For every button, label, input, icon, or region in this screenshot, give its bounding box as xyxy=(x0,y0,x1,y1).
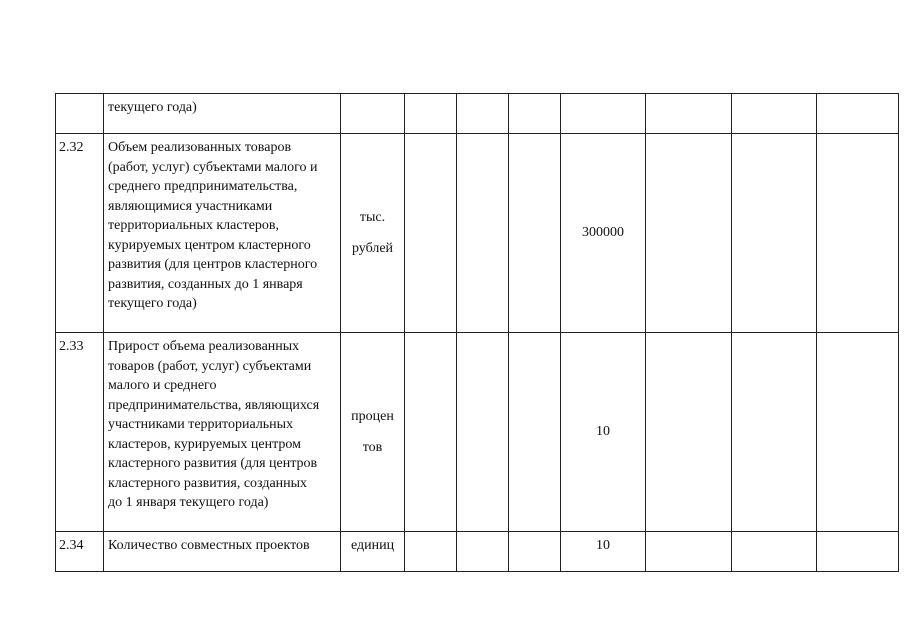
table-cell xyxy=(405,94,457,134)
table-cell xyxy=(646,134,732,333)
table-cell xyxy=(405,134,457,333)
row-number xyxy=(56,94,104,134)
table-cell: 10 xyxy=(561,532,646,572)
table-cell xyxy=(732,532,817,572)
table-row xyxy=(56,532,899,572)
table-row xyxy=(56,94,899,134)
row-number: 2.32 xyxy=(56,134,104,333)
table-cell xyxy=(457,134,509,333)
table-cell xyxy=(457,333,509,532)
table-cell xyxy=(509,134,561,333)
table-cell xyxy=(817,134,899,333)
table-cell: 10 xyxy=(561,333,646,532)
table-cell xyxy=(817,94,899,134)
row-description-text: Количество совместных проектов xyxy=(108,538,310,553)
row-description xyxy=(104,94,341,134)
row-unit: единиц xyxy=(341,532,405,572)
table-cell xyxy=(732,134,817,333)
table-cell xyxy=(509,94,561,134)
row-description xyxy=(104,134,341,333)
row-unit xyxy=(341,94,405,134)
table-cell xyxy=(457,94,509,134)
table-cell xyxy=(646,94,732,134)
row-unit: тыс. рублей xyxy=(341,134,405,333)
table-row xyxy=(56,134,899,333)
row-description-text: Объем реализованных товаров (работ, услуг) субъектами малого и среднего предпринимательства, являющимися участниками территориальных кластеров, курируемых центром кластерного развития (для центров кластерного развития, созданных до 1 января текущего года) xyxy=(108,140,318,311)
table-cell xyxy=(817,532,899,572)
table-cell xyxy=(405,333,457,532)
row-description xyxy=(104,333,341,532)
table-cell xyxy=(732,333,817,532)
table-cell xyxy=(509,532,561,572)
row-number: 2.33 xyxy=(56,333,104,532)
table-row xyxy=(56,333,899,532)
table-cell xyxy=(646,333,732,532)
row-description-text: текущего года) xyxy=(108,100,197,115)
table-cell xyxy=(646,532,732,572)
table-cell xyxy=(732,94,817,134)
table-cell: 300000 xyxy=(561,134,646,333)
row-number: 2.34 xyxy=(56,532,104,572)
row-description xyxy=(104,532,341,572)
row-unit: процен тов xyxy=(341,333,405,532)
table-cell xyxy=(817,333,899,532)
indicators-table xyxy=(55,93,899,572)
table-cell xyxy=(405,532,457,572)
row-description-text: Прирост объема реализованных товаров (работ, услуг) субъектами малого и среднего предпринимательства, являющихся участниками территориальных кластеров, курируемых центром кластерного развития (для центров кластерного развития, созданных до 1 января текущего года) xyxy=(108,339,320,510)
table-cell xyxy=(457,532,509,572)
table-cell xyxy=(561,94,646,134)
table-cell xyxy=(509,333,561,532)
